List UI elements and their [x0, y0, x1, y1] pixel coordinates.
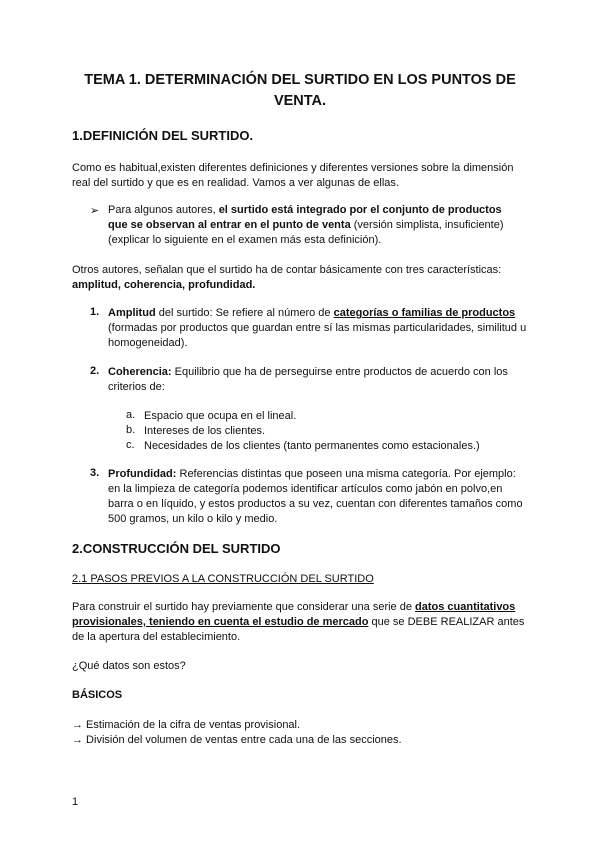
- other-authors-text: Otros autores, señalan que el surtido ha de contar básicamente con tres características:: [72, 264, 502, 276]
- item-amplitud: [108, 306, 528, 351]
- construction-bold-underlined: datos cuantitativos provisionales, teniendo en cuenta el estudio de mercado: [72, 601, 516, 628]
- section-1-heading: 1.DEFINICIÓN DEL SURTIDO.: [72, 128, 254, 143]
- sub-letter-a: a.: [126, 409, 136, 421]
- page-number: 1: [72, 796, 79, 808]
- other-authors-paragraph: [72, 263, 532, 293]
- item-coherencia: [108, 365, 518, 395]
- section-1-intro: Como es habitual,existen diferentes definiciones y diferentes versiones sobre la dimensión real del surtido y que es en realidad. Vamos a ver algunas de ellas.: [72, 162, 514, 189]
- item-profundidad: [108, 467, 530, 527]
- item-number-1: 1.: [90, 306, 100, 318]
- arrow-item-2: → División del volumen de ventas entre cada una de las secciones.: [72, 734, 402, 746]
- arrow-bullet-marker: ➢: [90, 205, 100, 217]
- document-title: TEMA 1. DETERMINACIÓN DEL SURTIDO EN LOS PUNTOS DE VENTA.: [84, 72, 516, 109]
- amplitud-label: Amplitud: [108, 307, 156, 319]
- item-number-3: 3.: [90, 467, 100, 479]
- amplitud-text-b: (formadas por productos que guardan entre sí las mismas particularidades, similitud u homogeneidad).: [108, 322, 527, 349]
- sub-item-a: Espacio que ocupa en el lineal.: [144, 410, 297, 422]
- three-characteristics: amplitud, coherencia, profundidad.: [72, 279, 256, 291]
- construction-pre: Para construir el surtido hay previamente que considerar una serie de: [72, 601, 416, 613]
- section-2-heading: 2.CONSTRUCCIÓN DEL SURTIDO: [72, 541, 281, 556]
- section-2-1-subheading: 2.1 PASOS PREVIOS A LA CONSTRUCCIÓN DEL SURTIDO: [72, 573, 374, 585]
- sub-letter-b: b.: [126, 424, 136, 436]
- amplitud-text-a: del surtido: Se refiere al número de: [155, 307, 334, 319]
- sub-letter-c: c.: [126, 439, 135, 451]
- coherencia-text: Equilibrio que ha de perseguirse entre productos de acuerdo con los criterios de:: [108, 366, 508, 393]
- construction-post: que se DEBE REALIZAR antes de la apertura del establecimiento.: [72, 616, 525, 643]
- question-line: ¿Qué datos son estos?: [72, 660, 186, 672]
- authors-definition-paragraph: [108, 203, 508, 248]
- item-number-2: 2.: [90, 365, 100, 377]
- construction-paragraph: [72, 600, 532, 645]
- basicos-heading: BÁSICOS: [72, 689, 123, 701]
- profundidad-label: Profundidad:: [108, 468, 177, 480]
- amplitud-underlined: categorías o familias de productos: [333, 307, 516, 319]
- arrow-item-1: → Estimación de la cifra de ventas provisional.: [72, 719, 301, 731]
- coherencia-label: Coherencia:: [108, 366, 172, 378]
- sub-item-c: Necesidades de los clientes (tanto permanentes como estacionales.): [144, 440, 480, 452]
- sub-item-b: Intereses de los clientes.: [144, 425, 266, 437]
- definition-bold: el surtido está integrado por el conjunto de productos que se observan al entrar en el punto de venta: [108, 204, 502, 231]
- profundidad-text: Referencias distintas que poseen una misma categoría. Por ejemplo: en la limpieza de categoría podemos identificar artículos como jabón en polvo,en barra o en líquido, y estos productos a su vez, cuentan con diferentes tamaños como 500 gramos, un kilo o kilo y medio.: [108, 468, 523, 525]
- definition-pre: Para algunos autores,: [108, 204, 219, 216]
- definition-post: (versión simplista, insuficiente)(explicar lo siguiente en el examen más esta definición).: [108, 219, 504, 246]
